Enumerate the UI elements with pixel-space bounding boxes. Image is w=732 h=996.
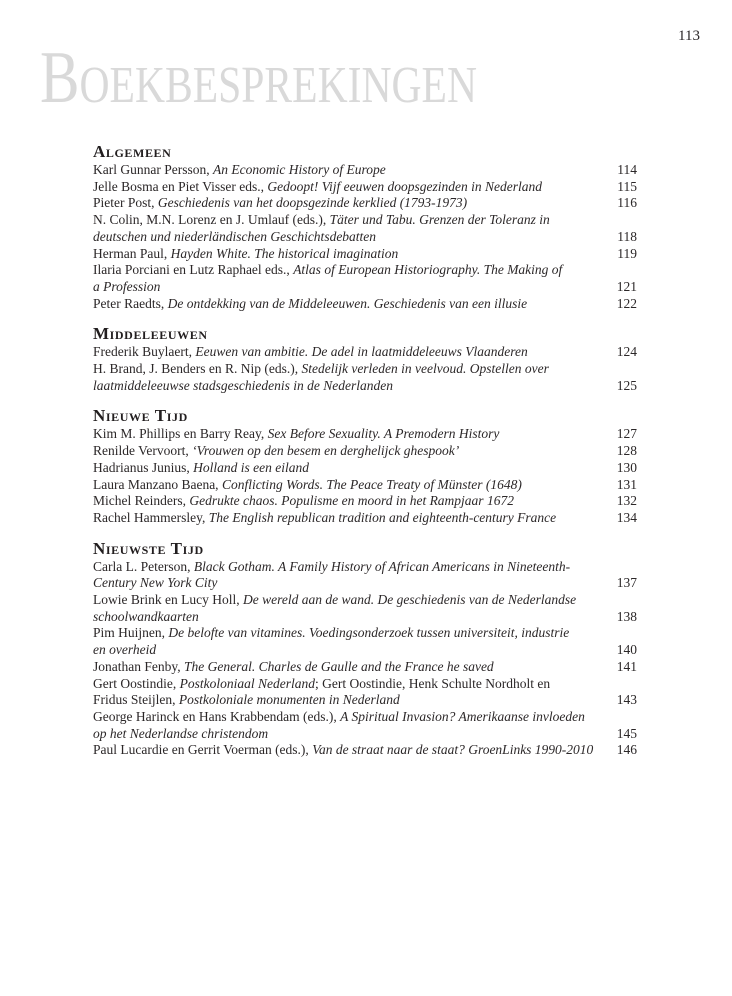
section-heading: Middeleeuwen [93,324,208,344]
page-title: Boekbesprekingen [40,37,478,119]
entry-text: Ilaria Porciani en Lutz Raphael eds., Atlas of European Historiography. The Making of a Profession [93,262,563,294]
entry-page-number: 141 [616,658,637,674]
toc-entry [93,592,637,625]
section-heading: Nieuwe Tijd [93,406,188,426]
entry-page-number: 132 [616,493,637,509]
entry-page-number: 124 [616,344,637,360]
toc-entry [93,659,637,676]
entry-text: Michel Reinders, Gedrukte chaos. Populisme en moord in het Rampjaar 1672 [93,493,514,509]
entry-page-number: 140 [616,642,637,658]
page-number: 113 [678,28,700,44]
toc-entry [93,493,637,510]
entry-text: Carla L. Peterson, Black Gotham. A Family History of African Americans in Nineteenth- Century New York City [93,558,571,591]
entry-page-number: 121 [616,278,637,294]
toc-section [93,324,637,394]
toc-section [93,539,637,759]
toc-entry [93,262,637,295]
entry-text: Pieter Post, Geschiedenis van het doopsgezinde kerklied (1793-1973) [93,195,468,211]
entry-text: George Harinck en Hans Krabbendam (eds.), A Spiritual Invasion? Amerikaanse invloeden op het Nederlandse christendom [93,708,585,741]
toc-entry [93,296,637,313]
section-heading: Nieuwste Tijd [93,538,204,558]
toc-entry [93,477,637,494]
toc-entry [93,709,637,742]
entry-page-number: 138 [616,608,637,624]
entry-text: Pim Huijnen, De belofte van vitamines. Voedingsonderzoek tussen universiteit, industrie en overheid [93,625,570,658]
toc-entry [93,162,637,179]
toc-entry [93,625,637,658]
entry-text: Frederik Buylaert, Eeuwen van ambitie. De adel in laatmiddeleeuws Vlaanderen [93,344,528,360]
entry-page-number: 122 [616,295,637,311]
toc-entry [93,361,637,394]
entry-text: H. Brand, J. Benders en R. Nip (eds.), Stedelijk verleden in veelvoud. Opstellen over laatmiddeleeuwse stadsgeschiedenis in de Nederlanden [93,361,549,393]
entry-text: Karl Gunnar Persson, An Economic History of Europe [93,162,386,177]
toc-entry [93,443,637,460]
entry-text: Paul Lucardie en Gerrit Voerman (eds.), Van de straat naar de staat? GroenLinks 1990-2010 [93,742,594,758]
entry-page-number: 114 [617,162,637,177]
entry-page-number: 137 [616,575,637,591]
entry-page-number: 145 [616,725,637,741]
entry-text: Herman Paul, Hayden White. The historical imagination [93,245,399,261]
toc-section [93,406,637,526]
entry-text: Jonathan Fenby, The General. Charles de Gaulle and the France he saved [93,658,494,674]
toc-sections [93,142,637,759]
toc-entry [93,426,637,443]
entry-page-number: 130 [616,459,637,475]
entry-page-number: 128 [616,443,637,459]
toc-entry [93,179,637,196]
toc-entry [93,742,637,759]
entry-page-number: 146 [616,742,637,758]
entry-page-number: 116 [617,195,637,211]
entry-page-number: 125 [616,377,637,393]
entry-text: Gert Oostindie, Postkoloniaal Nederland; Gert Oostindie, Henk Schulte Nordholt en Fridus Steijlen, Postkoloniale monumenten in Nederland [93,675,551,708]
entry-page-number: 131 [616,476,637,492]
entry-text: Hadrianus Junius, Holland is een eiland [93,459,309,475]
toc-entry [93,559,637,592]
section-heading: Algemeen [93,142,172,161]
toc-entry [93,676,637,709]
entry-page-number: 134 [616,509,637,525]
entry-page-number: 143 [616,692,637,708]
entry-text: Jelle Bosma en Piet Visser eds., Gedoopt! Vijf eeuwen doopsgezinden in Nederland [93,178,542,194]
entry-text: Laura Manzano Baena, Conflicting Words. The Peace Treaty of Münster (1648) [93,476,522,492]
entry-text: Rachel Hammersley, The English republican tradition and eighteenth-century France [93,509,557,525]
toc-entry [93,344,637,361]
toc-entry [93,510,637,527]
entry-text: Renilde Vervoort, ‘Vrouwen op den besem en derghelijck ghespook’ [93,443,460,459]
entry-text: Lowie Brink en Lucy Holl, De wereld aan de wand. De geschiedenis van de Nederlandse schoolwandkaarten [93,592,577,624]
toc-entry [93,246,637,263]
toc-section [93,142,637,312]
entry-text: Peter Raedts, De ontdekking van de Middeleeuwen. Geschiedenis van een illusie [93,295,528,311]
entry-text: N. Colin, M.N. Lorenz en J. Umlauf (eds.), Täter und Tabu. Grenzen der Toleranz in deutschen und niederländischen Geschichtsdebatten [93,212,550,244]
toc-entry [93,460,637,477]
entry-page-number: 127 [616,426,637,442]
entry-page-number: 115 [617,178,637,194]
entry-text: Kim M. Phillips en Barry Reay, Sex Before Sexuality. A Premodern History [93,426,500,442]
entry-page-number: 118 [617,228,637,244]
toc-entry [93,195,637,212]
toc-entry [93,212,637,245]
entry-page-number: 119 [617,245,637,261]
